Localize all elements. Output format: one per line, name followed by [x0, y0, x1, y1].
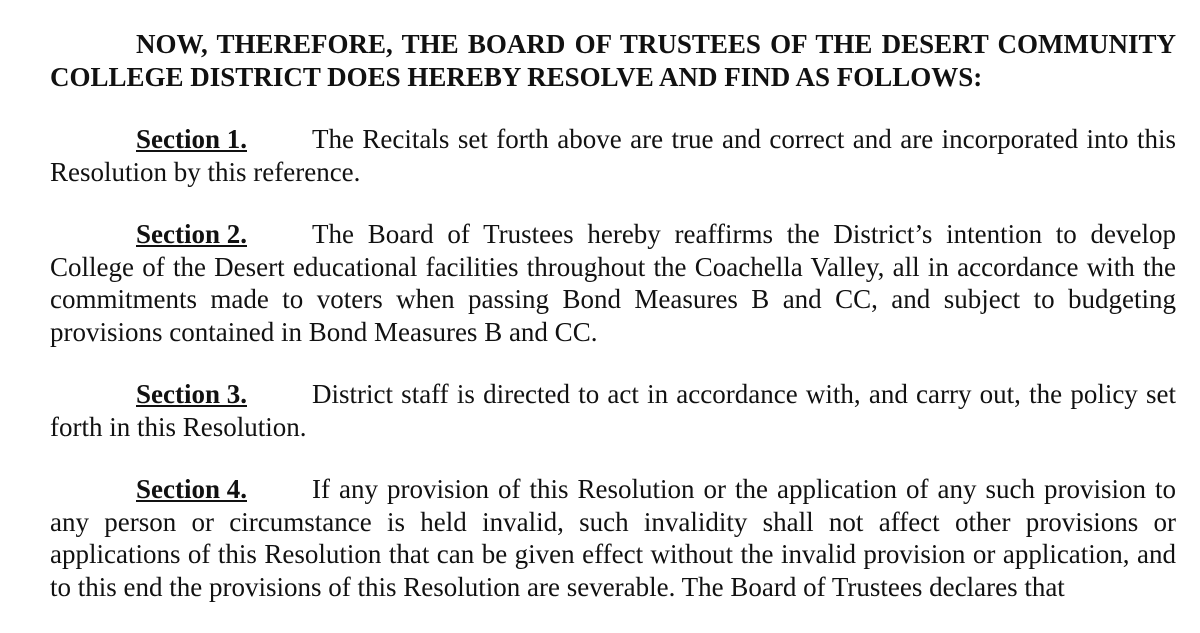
resolution-heading: NOW, THEREFORE, THE BOARD OF TRUSTEES OF THE DESERT COMMUNITY COLLEGE DISTRICT DOES HEREBY RESOLVE AND FIND AS FOLLOWS: — [50, 29, 1176, 92]
section-label: Section 1. — [136, 124, 247, 154]
section-text: If any provision of this Resolution or the application of any such provision to any person or circumstance is held invalid, such invalidity shall not affect other provisions or applications of this Resolution that can be given effect without the invalid provision or application, and to this end the provisions of this Resolution are severable. The Board of Trustees declares that — [50, 474, 1176, 602]
document-page — [50, 28, 1176, 633]
section-2 — [50, 218, 1176, 348]
section-label: Section 4. — [136, 474, 247, 504]
section-4 — [50, 473, 1176, 603]
section-label: Section 2. — [136, 219, 247, 249]
section-1 — [50, 123, 1176, 188]
section-text: The Recitals set forth above are true and correct and are incorporated into this Resolution by this reference. — [50, 124, 1176, 187]
section-label: Section 3. — [136, 379, 247, 409]
section-3 — [50, 378, 1176, 443]
section-text: The Board of Trustees hereby reaffirms the District’s intention to develop College of the Desert educational facilities throughout the Coachella Valley, all in accordance with the commitments made to voters when passing Bond Measures B and CC, and subject to budgeting provisions contained in Bond Measures B and CC. — [50, 219, 1176, 347]
section-text: District staff is directed to act in accordance with, and carry out, the policy set forth in this Resolution. — [50, 379, 1176, 442]
